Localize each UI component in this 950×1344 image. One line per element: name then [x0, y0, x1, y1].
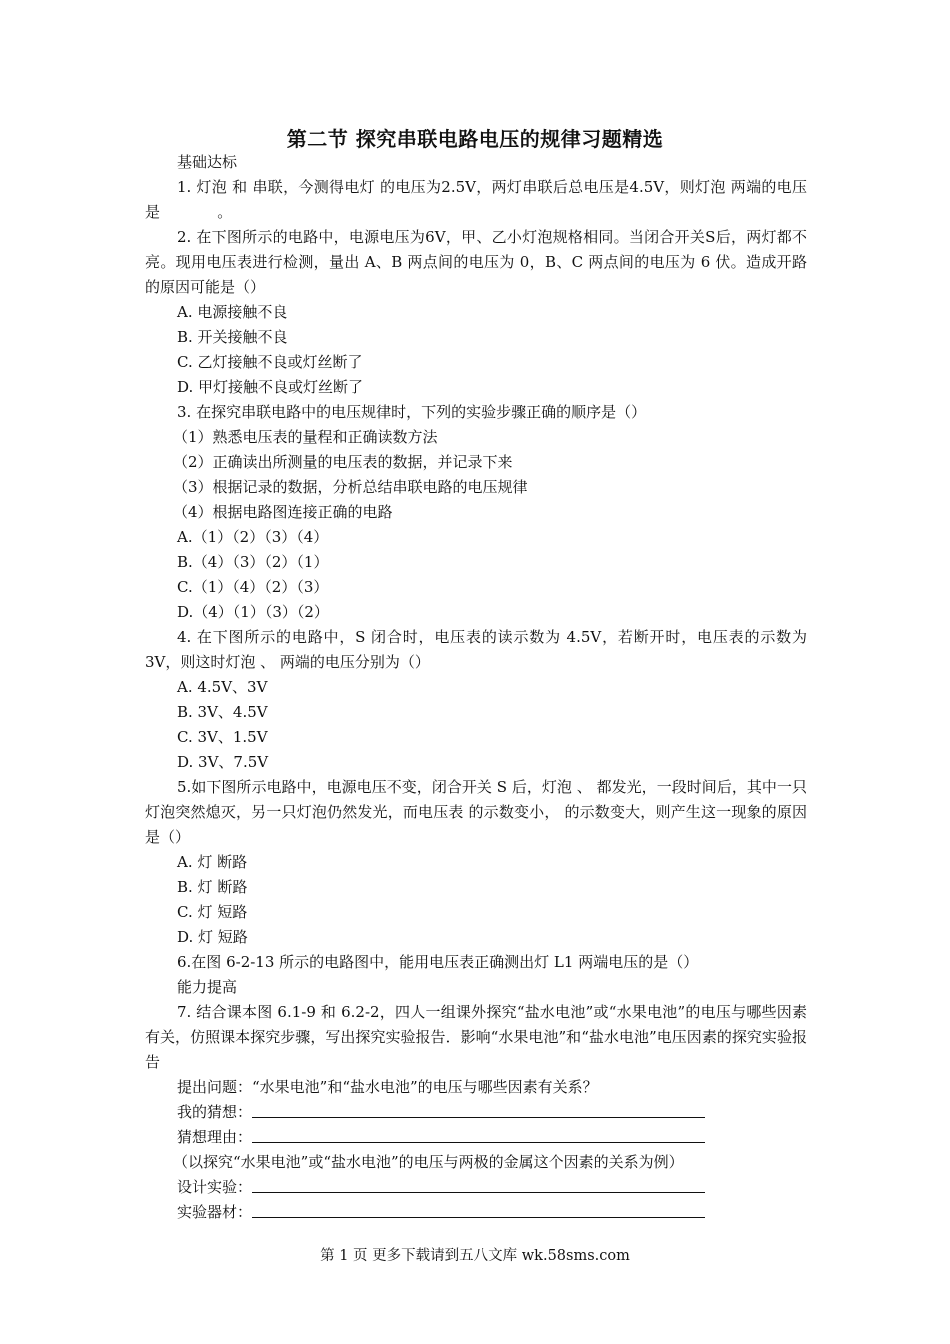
equipment-line [252, 1200, 705, 1218]
question-3-step-4: （4）根据电路图连接正确的电路 [173, 503, 393, 521]
design-label: 设计实验： [177, 1178, 253, 1196]
document-body [145, 150, 807, 1225]
question-5-option-b: B. 灯 断路 [177, 878, 248, 896]
question-1 [145, 175, 807, 225]
question-1-text: 1. 灯泡 和 串联，今测得电灯 的电压为2.5V，两灯串联后总电压是4.5V，则灯泡 两端的电压是 [145, 178, 807, 221]
question-4-option-d: D. 3V、7.5V [177, 753, 269, 771]
equipment-field [145, 1200, 807, 1225]
question-2-option-b: B. 开关接触不良 [177, 328, 288, 346]
question-4-option-a: A. 4.5V、3V [177, 678, 268, 696]
question-4: 4. 在下图所示的电路中，S 闭合时，电压表的读示数为 4.5V，若断开时，电压表的示数为 3V，则这时灯泡 、 两端的电压分别为（） [145, 628, 807, 671]
page-footer: 第 1 页 更多下载请到五八文库 wk.58sms.com [320, 1248, 630, 1264]
question-2-option-a: A. 电源接触不良 [177, 303, 288, 321]
design-field [145, 1175, 807, 1200]
reason-label: 猜想理由： [177, 1128, 253, 1146]
section-heading-advanced: 能力提高 [177, 978, 238, 996]
question-3-step-3: （3）根据记录的数据，分析总结串联电路的电压规律 [173, 478, 528, 496]
question-5-option-c: C. 灯 短路 [177, 903, 248, 921]
section-heading-basic: 基础达标 [177, 153, 238, 171]
question-2-option-c: C. 乙灯接触不良或灯丝断了 [177, 353, 363, 371]
question-6: 6.在图 6-2-13 所示的电路图中，能用电压表正确测出灯 L1 两端电压的是（） [177, 953, 699, 971]
question-3-step-1: （1）熟悉电压表的量程和正确读数方法 [173, 428, 438, 446]
question-7-problem: 提出问题：“水果电池”和“盐水电池”的电压与哪些因素有关系？ [177, 1078, 598, 1096]
answer-blank [160, 203, 217, 221]
question-3-option-a: A.（1）（2）（3）（4） [177, 528, 329, 546]
reason-field [145, 1125, 807, 1150]
question-3-step-2: （2）正确读出所测量的电压表的数据，并记录下来 [173, 453, 513, 471]
question-2-option-d: D. 甲灯接触不良或灯丝断了 [177, 378, 364, 396]
question-7-note: （以探究“水果电池”或“盐水电池”的电压与两极的金属这个因素的关系为例） [173, 1153, 684, 1171]
guess-label: 我的猜想： [177, 1103, 253, 1121]
question-4-option-b: B. 3V、4.5V [177, 703, 268, 721]
guess-line [252, 1100, 705, 1118]
question-5: 5.如下图所示电路中，电源电压不变，闭合开关 S 后，灯泡 、 都发光，一段时间后，其中一只灯泡突然熄灭，另一只灯泡仍然发光，而电压表 的示数变小， 的示数变大，则产生这一现象的原因是（） [145, 778, 807, 846]
question-4-option-c: C. 3V、1.5V [177, 728, 268, 746]
question-3: 3. 在探究串联电路中的电压规律时，下列的实验步骤正确的顺序是（） [177, 403, 647, 421]
guess-field [145, 1100, 807, 1125]
reason-line [252, 1125, 705, 1143]
question-3-option-d: D.（4）（1）（3）（2） [177, 603, 329, 621]
page-title: 第二节 探究串联电路电压的规律习题精选 [286, 127, 664, 151]
question-3-option-b: B.（4）（3）（2）（1） [177, 553, 329, 571]
equipment-label: 实验器材： [177, 1203, 253, 1221]
question-3-option-c: C.（1）（4）（2）（3） [177, 578, 329, 596]
question-2: 2. 在下图所示的电路中，电源电压为6V，甲、乙小灯泡规格相同。当闭合开关S后，两灯都不亮。现用电压表进行检测，量出 A、B 两点间的电压为 0，B、C 两点间的电压为 6 伏。造成开路的原因可能是（） [145, 228, 807, 296]
question-7: 7. 结合课本图 6.1-9 和 6.2-2，四人一组课外探究“盐水电池”或“水果电池”的电压与哪些因素有关，仿照课本探究步骤，写出探究实验报告．影响“水果电池”和“盐水电池”电压因素的探究实验报告 [145, 1003, 807, 1071]
design-line [252, 1175, 705, 1193]
question-5-option-a: A. 灯 断路 [177, 853, 248, 871]
question-5-option-d: D. 灯 短路 [177, 928, 248, 946]
question-1-end: 。 [217, 203, 233, 221]
